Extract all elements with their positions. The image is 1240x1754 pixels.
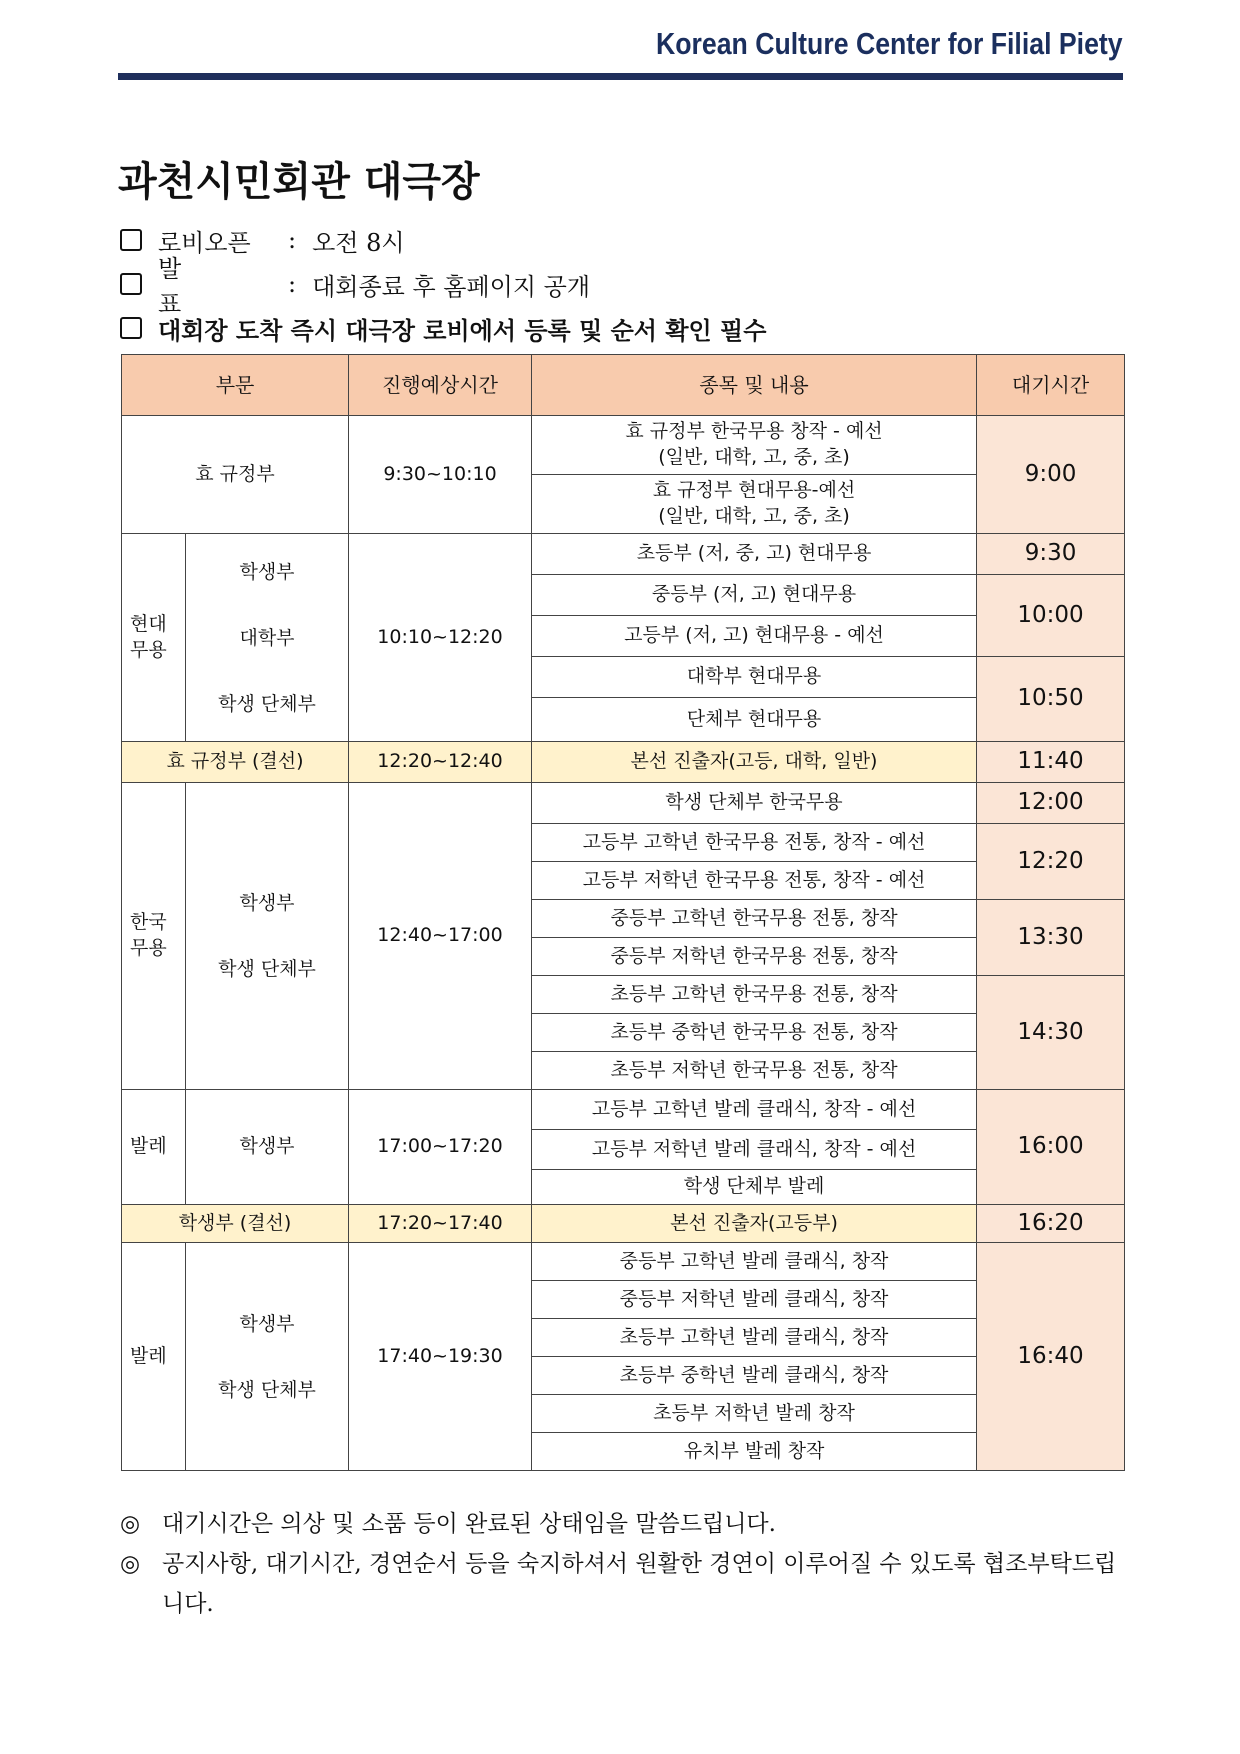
event-cell: 중등부 저학년 발레 클래식, 창작 — [532, 1281, 977, 1319]
category-cell: 발레 — [122, 1090, 186, 1205]
division-cell: 학생부 대학부 학생 단체부 — [186, 534, 349, 742]
event-cell: 고등부 저학년 발레 클래식, 창작 - 예선 — [532, 1130, 977, 1170]
wait-cell: 13:30 — [977, 900, 1125, 976]
table-row — [122, 742, 1125, 783]
wait-cell: 10:00 — [977, 575, 1125, 657]
info-value: 오전 8시 — [312, 228, 405, 257]
double-circle-icon: ◎ — [120, 1511, 141, 1537]
event-cell: 단체부 현대무용 — [532, 698, 977, 742]
notes — [120, 1504, 1130, 1624]
info-value: 대회장 도착 즉시 대극장 로비에서 등록 및 순서 확인 필수 — [158, 315, 767, 345]
time-cell: 17:40~19:30 — [349, 1243, 532, 1471]
info-key: 로비오픈 — [158, 228, 251, 257]
note-text: 공지사항, 대기시간, 경연순서 등을 숙지하셔서 원활한 경연이 이루어질 수 있도록 협조부탁드립니다. — [162, 1551, 1117, 1617]
event-cell: 고등부 고학년 발레 클래식, 창작 - 예선 — [532, 1090, 977, 1130]
table-row — [122, 1205, 1125, 1243]
category-cell: 현대 무용 — [122, 534, 186, 742]
event-cell: 학생 단체부 발레 — [532, 1170, 977, 1205]
checkbox-icon — [120, 273, 142, 295]
category-cell: 발레 — [122, 1243, 186, 1471]
event-cell: 초등부 고학년 발레 클래식, 창작 — [532, 1319, 977, 1357]
colon: : — [288, 270, 297, 298]
info-registration — [120, 306, 766, 350]
wait-cell: 11:40 — [977, 742, 1125, 783]
event-cell: 초등부 저학년 한국무용 전통, 창작 — [532, 1052, 977, 1090]
event-cell: 초등부 (저, 중, 고) 현대무용 — [532, 534, 977, 575]
organization-name: Korean Culture Center for Filial Piety — [656, 26, 1123, 61]
event-cell: 본선 진출자(고등부) — [532, 1205, 977, 1243]
note-item — [120, 1544, 1130, 1624]
event-cell: 고등부 저학년 한국무용 전통, 창작 - 예선 — [532, 862, 977, 900]
event-cell: 고등부 고학년 한국무용 전통, 창작 - 예선 — [532, 824, 977, 862]
checkbox-icon — [120, 229, 142, 251]
header-divider — [118, 73, 1123, 80]
wait-cell: 16:00 — [977, 1090, 1125, 1205]
event-cell: 초등부 저학년 발레 창작 — [532, 1395, 977, 1433]
schedule-table — [121, 354, 1125, 1471]
event-cell: 중등부 고학년 발레 클래식, 창작 — [532, 1243, 977, 1281]
wait-cell: 16:40 — [977, 1243, 1125, 1471]
table-row — [122, 416, 1125, 475]
header-wait: 대기시간 — [977, 355, 1125, 416]
wait-cell: 16:20 — [977, 1205, 1125, 1243]
event-cell: 초등부 중학년 발레 클래식, 창작 — [532, 1357, 977, 1395]
table-row — [122, 1090, 1125, 1130]
wait-cell: 12:20 — [977, 824, 1125, 900]
event-cell: 중등부 저학년 한국무용 전통, 창작 — [532, 938, 977, 976]
header-event: 종목 및 내용 — [532, 355, 977, 416]
category-cell: 한국 무용 — [122, 783, 186, 1090]
division-cell: 학생부 — [186, 1090, 349, 1205]
wait-cell: 9:30 — [977, 534, 1125, 575]
event-cell: 효 규정부 한국무용 창작 - 예선 (일반, 대학, 고, 중, 초) — [532, 416, 977, 475]
event-cell: 고등부 (저, 고) 현대무용 - 예선 — [532, 616, 977, 657]
table-row — [122, 783, 1125, 824]
event-cell: 학생 단체부 한국무용 — [532, 783, 977, 824]
event-cell: 중등부 (저, 고) 현대무용 — [532, 575, 977, 616]
double-circle-icon: ◎ — [120, 1551, 141, 1577]
colon: : — [288, 226, 297, 254]
event-cell: 유치부 발레 창작 — [532, 1433, 977, 1471]
time-cell: 17:00~17:20 — [349, 1090, 532, 1205]
wait-cell: 14:30 — [977, 976, 1125, 1090]
header-division: 부문 — [122, 355, 349, 416]
time-cell: 12:20~12:40 — [349, 742, 532, 783]
event-cell: 초등부 고학년 한국무용 전통, 창작 — [532, 976, 977, 1014]
table-row — [122, 534, 1125, 575]
event-cell: 대학부 현대무용 — [532, 657, 977, 698]
division-cell: 학생부 (결선) — [122, 1205, 349, 1243]
info-announcement — [120, 255, 766, 318]
note-item — [120, 1504, 1130, 1544]
time-cell: 10:10~12:20 — [349, 534, 532, 742]
wait-cell: 10:50 — [977, 657, 1125, 742]
info-list — [120, 218, 766, 350]
event-cell: 본선 진출자(고등, 대학, 일반) — [532, 742, 977, 783]
header-time: 진행예상시간 — [349, 355, 532, 416]
wait-cell: 9:00 — [977, 416, 1125, 534]
venue-title: 과천시민회관 대극장 — [118, 159, 480, 205]
wait-cell: 12:00 — [977, 783, 1125, 824]
event-cell: 중등부 고학년 한국무용 전통, 창작 — [532, 900, 977, 938]
info-value: 대회종료 후 홈페이지 공개 — [312, 272, 591, 301]
time-cell: 17:20~17:40 — [349, 1205, 532, 1243]
division-cell: 학생부 학생 단체부 — [186, 1243, 349, 1471]
note-text: 대기시간은 의상 및 소품 등이 완료된 상태임을 말씀드립니다. — [162, 1511, 776, 1537]
table-row — [122, 1243, 1125, 1281]
table-header-row — [122, 355, 1125, 416]
event-cell: 효 규정부 현대무용-예선 (일반, 대학, 고, 중, 초) — [532, 475, 977, 534]
checkbox-icon — [120, 317, 142, 339]
division-cell: 효 규정부 — [122, 416, 349, 534]
time-cell: 12:40~17:00 — [349, 783, 532, 1090]
division-cell: 학생부 학생 단체부 — [186, 783, 349, 1090]
time-cell: 9:30~10:10 — [349, 416, 532, 534]
division-cell: 효 규정부 (결선) — [122, 742, 349, 783]
info-key: 발 표 — [158, 255, 218, 318]
event-cell: 초등부 중학년 한국무용 전통, 창작 — [532, 1014, 977, 1052]
